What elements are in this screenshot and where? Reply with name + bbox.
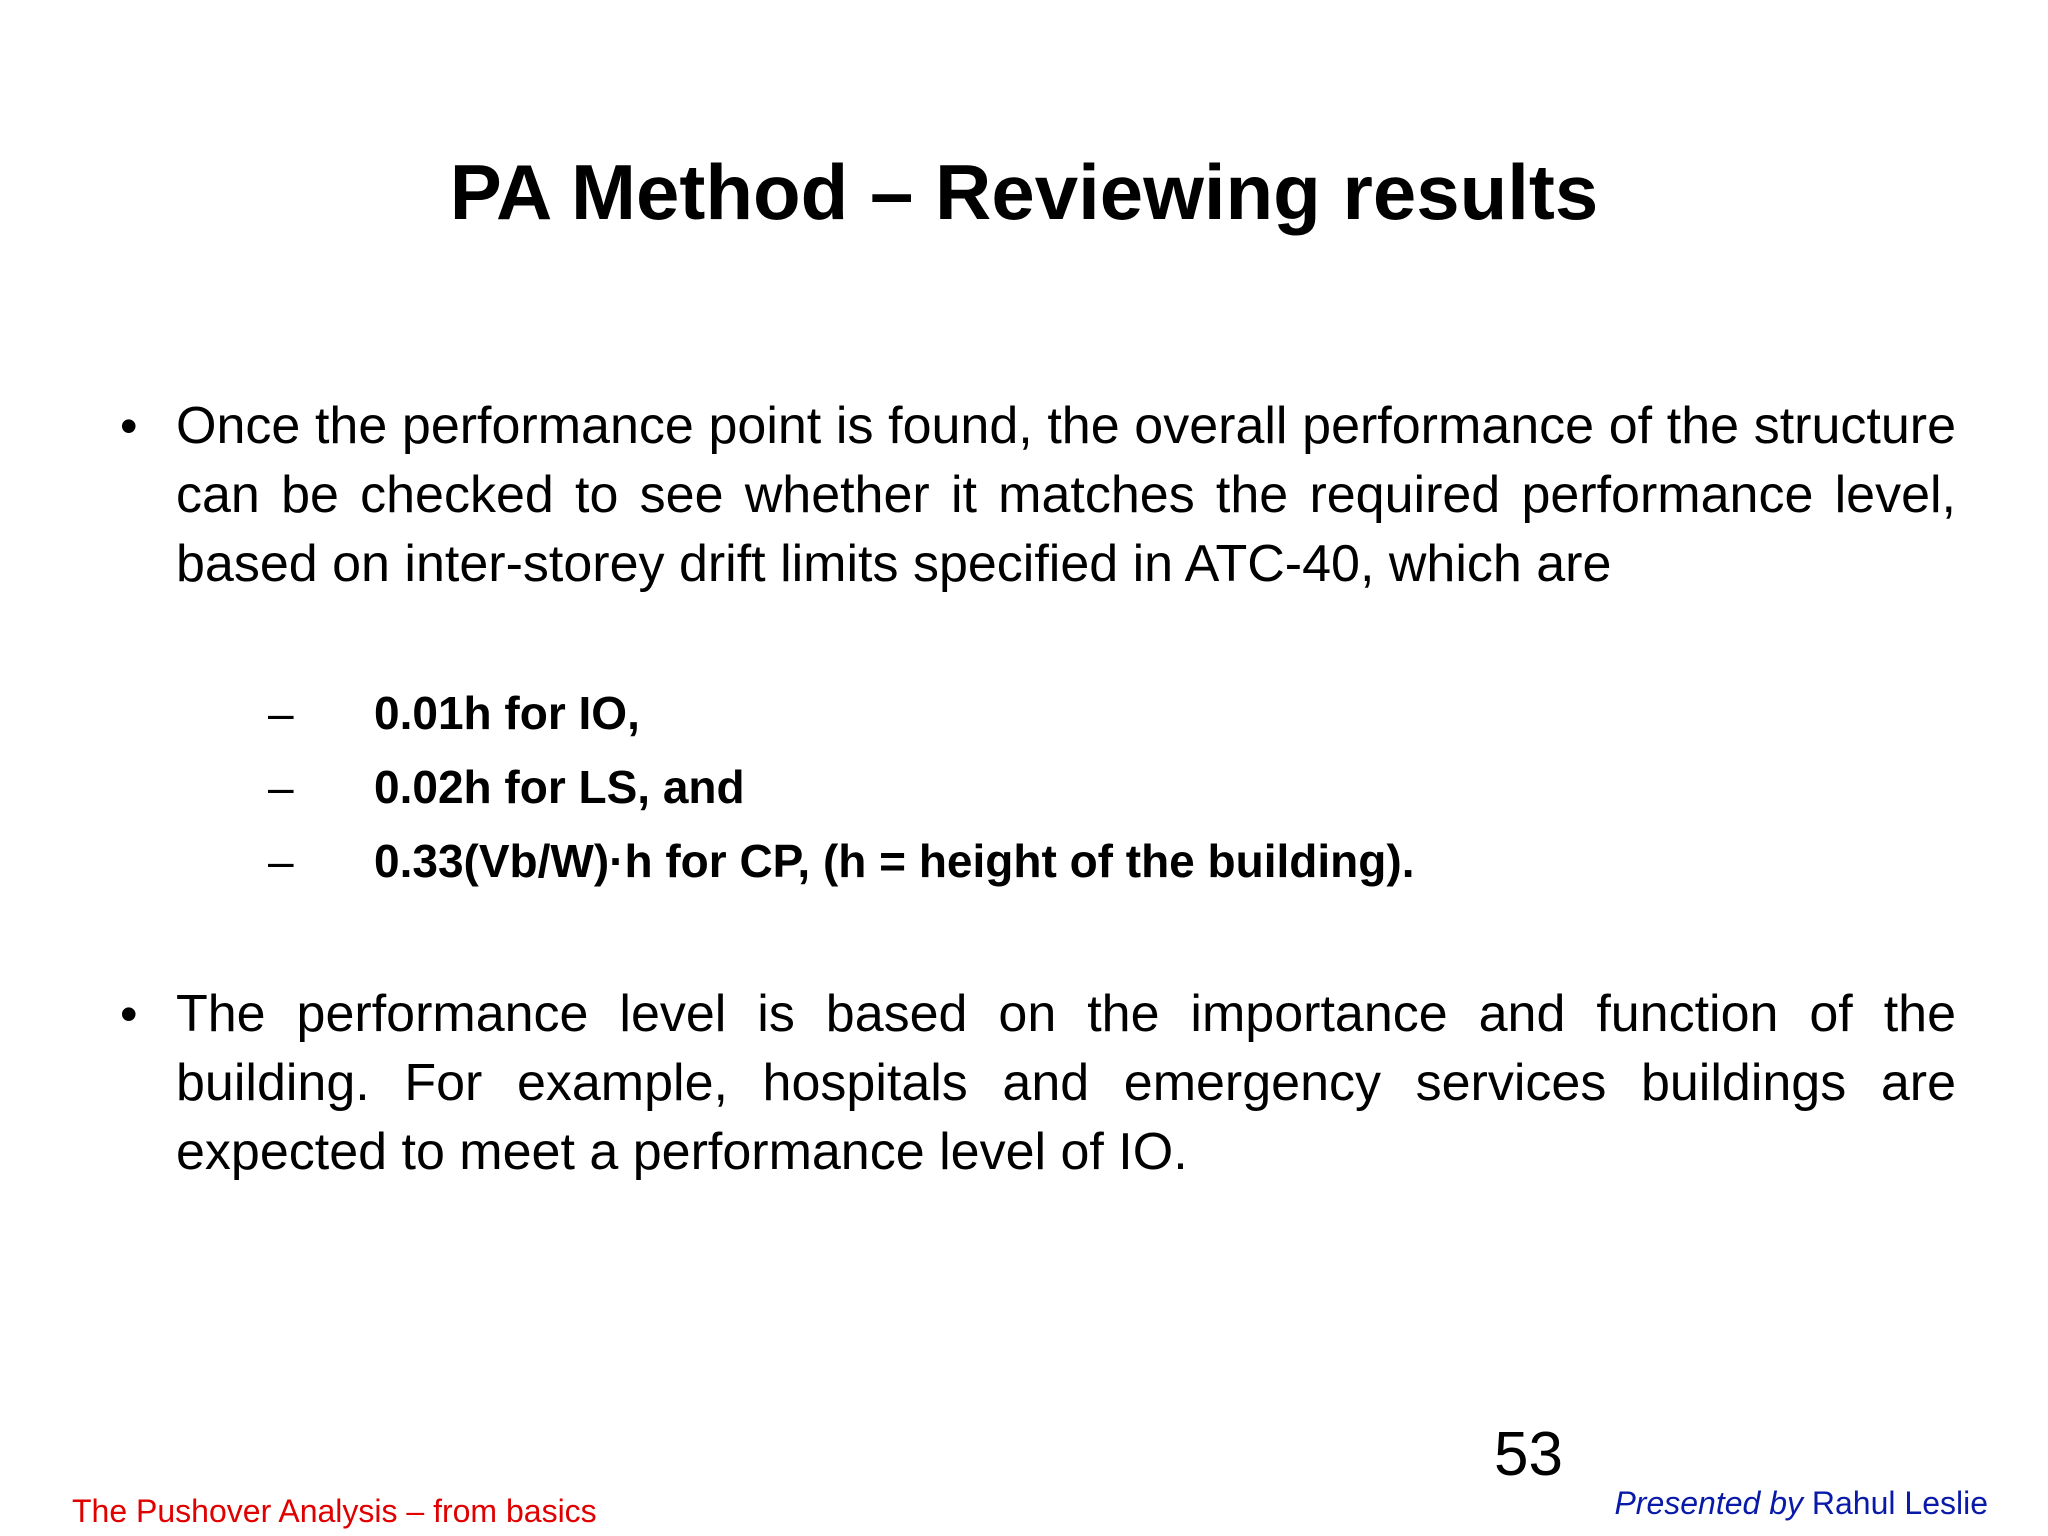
bullet-marker: • (120, 398, 138, 454)
drift-limit-cp (268, 824, 1668, 898)
bullet-text: Once the performance point is found, the overall performance of the structure can be checked to see whether it matches the required performance level, based on inter-storey drift limits specified in ATC-40, which are (176, 397, 1956, 593)
footer-presented-by: Presented by (1614, 1485, 1803, 1521)
footer-course-title: The Pushover Analysis – from basics (72, 1493, 597, 1529)
drift-limit-io (268, 676, 1668, 750)
sub-bullet-text: 0.01h for IO, (374, 687, 640, 739)
bullet-marker: • (120, 986, 138, 1042)
drift-limits-list (268, 676, 1668, 898)
sub-bullet-marker: – (268, 687, 294, 739)
footer-presenter-name: Rahul Leslie (1811, 1485, 1988, 1521)
bullet-item (120, 392, 1980, 599)
slide-title: PA Method – Reviewing results (449, 148, 1599, 236)
page-number: 53 (1494, 1420, 1563, 1489)
bullet-item (120, 980, 1980, 1187)
sub-bullet-marker: – (268, 761, 294, 813)
sub-bullet-text: 0.33(Vb/W)·h for CP, (h = height of the building). (374, 835, 1415, 887)
drift-limit-ls (268, 750, 1668, 824)
bullet-text: The performance level is based on the importance and function of the building. For example, hospitals and emergency services buildings are expected to meet a performance level of IO. (176, 985, 1956, 1181)
footer-presenter (1614, 1486, 1988, 1521)
sub-bullet-marker: – (268, 835, 294, 887)
sub-bullet-text: 0.02h for LS, and (374, 761, 745, 813)
